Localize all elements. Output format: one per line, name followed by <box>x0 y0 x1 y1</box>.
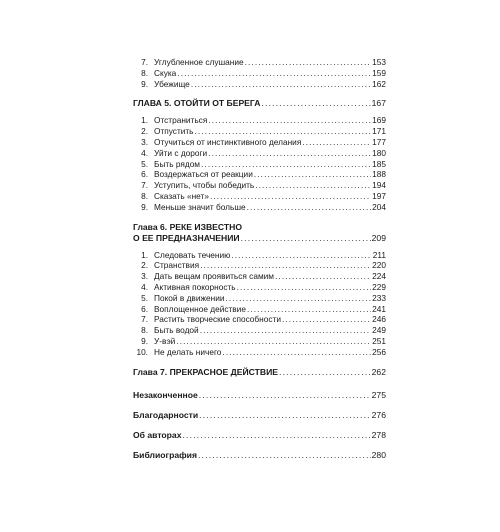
dot-leader <box>261 98 370 109</box>
chapter-6-heading-line1: Глава 6. РЕКЕ ИЗВЕСТНО <box>133 221 243 232</box>
entry-title: Об авторах <box>133 429 182 440</box>
entry-page: 194 <box>372 180 386 191</box>
toc-entry <box>133 336 386 347</box>
entry-title: Благодарности <box>133 409 199 420</box>
dot-leader <box>210 191 371 202</box>
dot-leader <box>282 314 371 325</box>
toc-entry <box>133 271 386 282</box>
chapter-title: ГЛАВА 5. ОТОЙТИ ОТ БЕРЕГА <box>133 98 261 109</box>
entry-page: 251 <box>372 335 386 346</box>
entry-number: 6. <box>141 169 148 180</box>
entry-number: 8. <box>141 325 148 336</box>
entry-title: Меньше значит больше <box>154 201 246 212</box>
entry-number: 8. <box>141 67 148 78</box>
dot-leader <box>237 282 372 293</box>
entry-title: Скука <box>154 67 177 78</box>
toc-entry <box>133 202 386 213</box>
entry-page: 162 <box>372 78 386 89</box>
entry-page: 229 <box>372 281 386 292</box>
toc-entry <box>133 126 386 137</box>
entry-title: Активная покорность <box>154 281 236 292</box>
entry-page: 171 <box>372 126 386 137</box>
toc-entry <box>133 282 386 293</box>
entry-title: Отучиться от инстинктивного делания <box>154 136 302 147</box>
entry-title: Странствия <box>154 260 200 271</box>
dot-leader <box>231 250 371 261</box>
entry-number: 9. <box>141 201 148 212</box>
toc-entry <box>133 79 386 90</box>
entry-title: Библиография <box>133 449 197 460</box>
back-matter-entry <box>133 390 386 401</box>
entry-page: 177 <box>372 136 386 147</box>
entry-number: 10. <box>136 346 148 357</box>
entry-page: 275 <box>371 389 386 400</box>
entry-page: 211 <box>372 249 386 260</box>
entry-page: 233 <box>372 292 386 303</box>
dot-leader <box>222 347 371 358</box>
toc-entry <box>133 347 386 358</box>
dot-leader <box>254 169 371 180</box>
entry-title: Незаконченное <box>133 389 198 400</box>
entry-number: 9. <box>141 335 148 346</box>
chapter-6-heading <box>133 233 386 244</box>
dot-leader <box>275 271 371 282</box>
dot-leader <box>182 430 370 441</box>
entry-number: 6. <box>141 303 148 314</box>
toc-entry <box>133 68 386 79</box>
toc-entry <box>133 293 386 304</box>
entry-page: 188 <box>372 169 386 180</box>
dot-leader <box>177 68 371 79</box>
toc-entry <box>133 169 386 180</box>
entry-number: 3. <box>141 136 148 147</box>
entry-number: 7. <box>141 314 148 325</box>
chapter-5-heading <box>133 98 386 109</box>
dot-leader <box>302 137 371 148</box>
toc-entry <box>133 260 386 271</box>
entry-title: Убежище <box>154 78 190 89</box>
chapter-7-heading <box>133 367 386 378</box>
entry-title: Воплощенное действие <box>154 303 246 314</box>
toc-entry <box>133 191 386 202</box>
entry-page: 256 <box>372 346 386 357</box>
entry-page: 159 <box>372 67 386 78</box>
entry-number: 1. <box>141 115 148 126</box>
chapter-title: Глава 7. ПРЕКРАСНОЕ ДЕЙСТВИЕ <box>133 366 279 377</box>
entry-page: 169 <box>372 115 386 126</box>
entry-number: 7. <box>141 57 148 67</box>
toc-entry <box>133 57 386 68</box>
back-matter-entry <box>133 430 386 441</box>
entry-page: 276 <box>371 409 386 420</box>
entry-title: Следовать течению <box>154 249 231 260</box>
entry-title: Углубленное слушание <box>154 57 244 67</box>
toc-entry <box>133 180 386 191</box>
toc-entry <box>133 325 386 336</box>
entry-number: 9. <box>141 78 148 89</box>
entry-title: Растить творческие способности <box>154 314 281 325</box>
entry-number: 4. <box>141 147 148 158</box>
back-matter-entry <box>133 450 386 461</box>
dot-leader <box>200 260 371 271</box>
dot-leader <box>199 410 371 421</box>
entry-number: 8. <box>141 190 148 201</box>
entry-title: Дать вещам проявиться самим <box>154 271 274 282</box>
dot-leader <box>208 115 371 126</box>
dot-leader <box>247 202 372 213</box>
dot-leader <box>247 304 371 315</box>
chapter-5-items <box>133 115 386 212</box>
entry-number: 3. <box>141 271 148 282</box>
dot-leader <box>195 126 372 137</box>
entry-page: 241 <box>372 303 386 314</box>
entry-number: 1. <box>141 249 148 260</box>
chapter-title: О ЕЕ ПРЕДНАЗНАЧЕНИИ <box>133 232 240 243</box>
entry-page: 224 <box>372 271 386 282</box>
entry-title: Отстраниться <box>154 115 208 126</box>
dot-leader <box>279 367 371 378</box>
dot-leader <box>198 450 371 461</box>
entry-page: 185 <box>372 158 386 169</box>
dot-leader <box>176 336 371 347</box>
entry-page: 204 <box>372 201 386 212</box>
entry-page: 278 <box>371 429 386 440</box>
chapter-page: 209 <box>371 232 386 243</box>
toc-entry <box>133 137 386 148</box>
entry-title: Воздержаться от реакции <box>154 169 253 180</box>
dot-leader <box>245 57 372 68</box>
top-items-list <box>133 57 386 89</box>
entry-title: Покой в движении <box>154 292 225 303</box>
entry-page: 153 <box>372 57 386 67</box>
entry-page: 197 <box>372 190 386 201</box>
toc-entry <box>133 304 386 315</box>
entry-title: Отпустить <box>154 126 194 137</box>
entry-title: Быть водой <box>154 325 199 336</box>
dot-leader <box>208 148 371 159</box>
entry-title: Уступить, чтобы победить <box>154 180 255 191</box>
dot-leader <box>201 159 371 170</box>
entry-title: Уйти с дороги <box>154 147 208 158</box>
entry-page: 249 <box>372 325 386 336</box>
toc-entry <box>133 314 386 325</box>
entry-number: 7. <box>141 180 148 191</box>
toc-entry <box>133 148 386 159</box>
entry-title: У-вэй <box>154 335 176 346</box>
chapter-page: 167 <box>371 98 386 109</box>
entry-page: 246 <box>372 314 386 325</box>
entry-title: Быть рядом <box>154 158 201 169</box>
entry-number: 4. <box>141 281 148 292</box>
back-matter-entry <box>133 410 386 421</box>
dot-leader <box>200 325 371 336</box>
entry-page: 280 <box>371 449 386 460</box>
chapter-page: 262 <box>371 366 386 377</box>
entry-number: 2. <box>141 260 148 271</box>
entry-title: Не делать ничего <box>154 346 222 357</box>
entry-number: 5. <box>141 158 148 169</box>
chapter-6-items <box>133 250 386 358</box>
entry-title: Сказать «нет» <box>154 190 209 201</box>
dot-leader <box>241 233 371 244</box>
entry-page: 180 <box>372 147 386 158</box>
entry-number: 5. <box>141 292 148 303</box>
dot-leader <box>199 390 371 401</box>
toc-entry <box>133 159 386 170</box>
entry-page: 220 <box>372 260 386 271</box>
dot-leader <box>225 293 371 304</box>
toc-entry <box>133 115 386 126</box>
dot-leader <box>191 79 371 90</box>
entry-number: 2. <box>141 126 148 137</box>
dot-leader <box>255 180 371 191</box>
toc-entry <box>133 250 386 261</box>
table-of-contents <box>133 57 386 461</box>
